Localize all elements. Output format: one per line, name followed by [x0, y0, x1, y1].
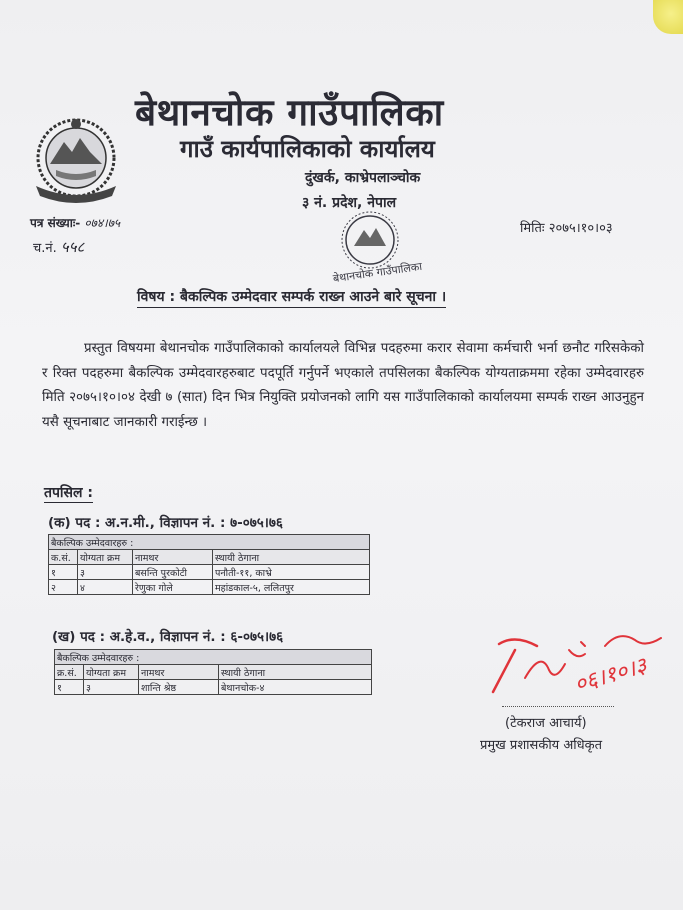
nepal-emblem-icon	[26, 112, 126, 208]
dispatch-number	[33, 237, 84, 257]
column-header: नामथर	[139, 665, 219, 680]
handwritten-signature	[485, 620, 675, 710]
issue-date-value: २०७५।१०।०३	[548, 221, 613, 236]
office-subtitle: गाउँ कार्यपालिकाको कार्यालय	[180, 135, 435, 163]
candidate-table-b	[54, 649, 372, 695]
signature-line	[502, 706, 614, 707]
signatory-name: (टेकराज आचार्य)	[505, 716, 587, 731]
address-line-1: दुंखर्क, काभ्रेपलाञ्चोक	[305, 170, 421, 186]
table-cell: १	[55, 680, 84, 695]
notice-subject: विषय : बैकल्पिक उम्मेदवार सम्पर्क राख्न आउने बारे सूचना ।	[137, 287, 446, 308]
issue-date-label: मितिः	[520, 221, 545, 236]
details-heading: तपसिल :	[44, 485, 93, 501]
column-header: क.सं.	[49, 550, 78, 565]
table-caption: बैकल्पिक उम्मेदवारहरु :	[49, 535, 370, 550]
column-header: नामथर	[133, 550, 213, 565]
reference-number-value: ०७४।७५	[84, 216, 121, 230]
office-seal-text: बेथानचोक गाउँपालिका	[332, 259, 423, 286]
table-cell: रेणुका गोले	[133, 580, 213, 595]
notice-body-text: प्रस्तुत विषयमा बेथानचोक गाउँपालिकाको कार्यालयले विभिन्न पदहरुमा करार सेवामा कर्मचारी भर्ना छनौट गरिसकेको र रिक्त पदहरुमा बैकल्पिक उम्मेदवारहरुबाट पदपूर्ति गर्नुपर्ने भएकाले तपसिलका बैकल्पिक योग्यताक्रममा रहेका उम्मेदवारहरु मिति २०७५।१०।०४ देखी ७ (सात) दिन भित्र नियुक्ति प्रयोजनको लागि यस गाउँपालिकाको कार्यालयमा सम्पर्क राख्न आउनुहुन यसै सूचनाबाट जानकारी गराईन्छ ।	[42, 341, 644, 430]
issue-date	[520, 218, 613, 236]
signature-date: ०६।१०।३	[571, 653, 650, 698]
table-cell: ३	[84, 680, 139, 695]
table-cell: १	[49, 565, 78, 580]
column-header: योग्यता क्रम	[78, 550, 133, 565]
office-title: बेथानचोक गाउँपालिका	[135, 91, 444, 134]
notice-body	[42, 337, 644, 435]
reference-number	[30, 214, 120, 231]
table-cell: बसन्ति पुरकोटी	[133, 565, 213, 580]
sticky-pin	[653, 0, 683, 34]
column-header: क्र.सं.	[55, 665, 84, 680]
table-cell: पनौती-११, काभ्रे	[213, 565, 370, 580]
table-cell: ४	[78, 580, 133, 595]
reference-number-label: पत्र संख्याः-	[30, 216, 81, 230]
office-seal-icon	[318, 206, 438, 286]
column-header: स्थायी ठेगाना	[219, 665, 372, 680]
column-header: स्थायी ठेगाना	[213, 550, 370, 565]
dispatch-number-value: ५५८	[60, 238, 85, 256]
dispatch-number-label: च.नं.	[33, 241, 57, 256]
signatory-title: प्रमुख प्रशासकीय अधिकृत	[480, 738, 603, 753]
table-cell: शान्ति श्रेष्ठ	[139, 680, 219, 695]
address-line-2: ३ नं. प्रदेश, नेपाल	[302, 195, 397, 211]
table-row	[49, 565, 370, 580]
column-header: योग्यता क्रम	[84, 665, 139, 680]
table-cell: २	[49, 580, 78, 595]
post-a-heading: (क) पद : अ.न.मी., विज्ञापन नं. : ७-०७५।७६	[48, 515, 283, 531]
candidate-table-a	[48, 534, 370, 595]
table-cell: महांडकाल-५, ललितपुर	[213, 580, 370, 595]
table-row	[55, 680, 372, 695]
table-cell: बेथानचोक-४	[219, 680, 372, 695]
table-caption: बैकल्पिक उम्मेदवारहरु :	[55, 650, 372, 665]
table-row	[49, 580, 370, 595]
table-cell: ३	[78, 565, 133, 580]
post-b-heading: (ख) पद : अ.हे.व., विज्ञापन नं. : ६-०७५।७६	[52, 629, 284, 645]
